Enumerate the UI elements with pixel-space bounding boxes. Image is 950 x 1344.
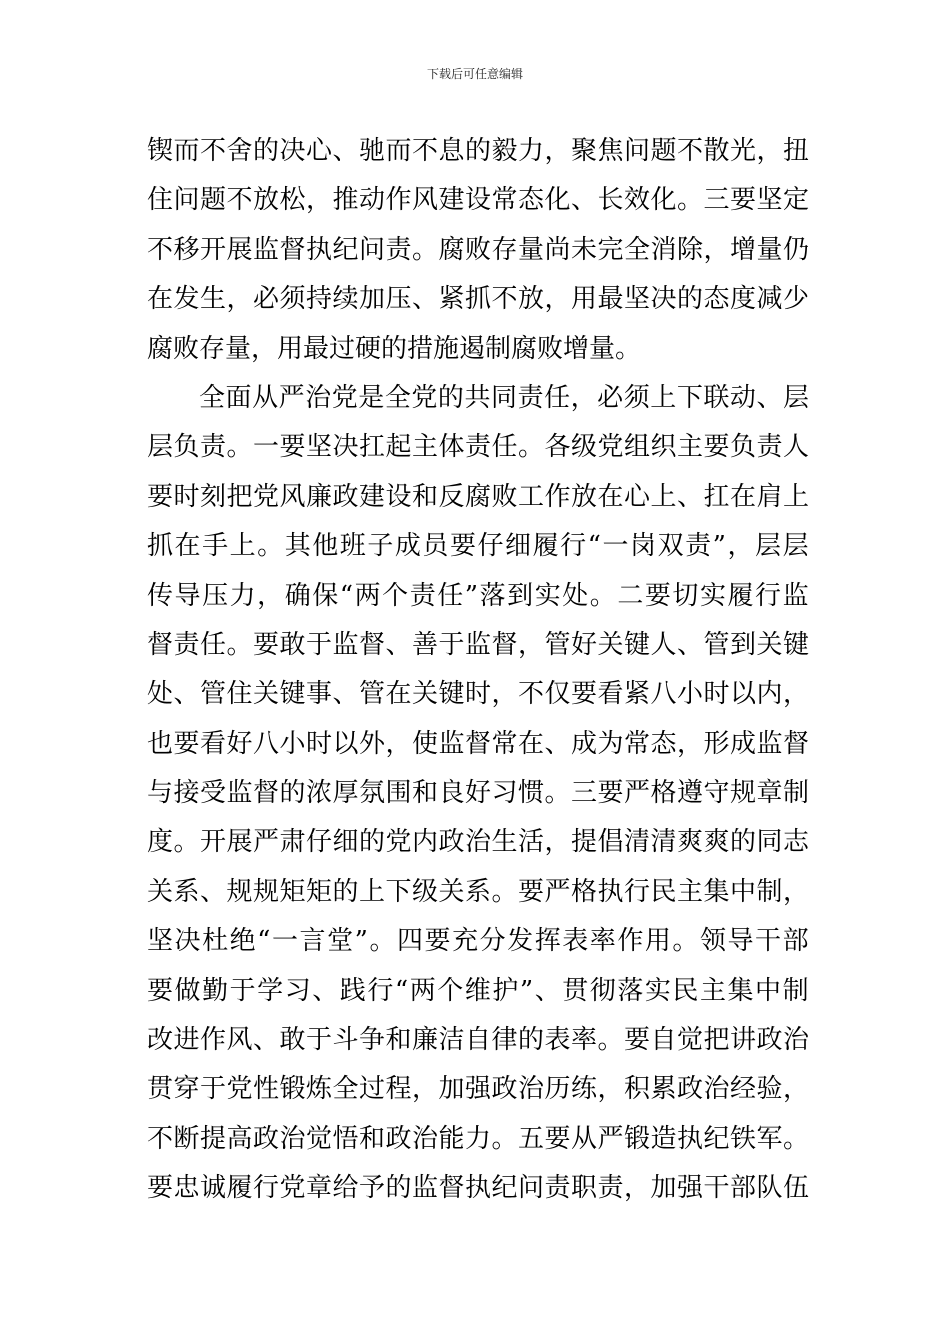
text-line: 处、管住关键事、管在关键时，不仅要看紧八小时以内， — [147, 679, 810, 710]
text-line: 在发生，必须持续加压、紧抓不放，用最坚决的态度减少 — [147, 284, 810, 315]
text-line: 全面从严治党是全党的共同责任，必须上下联动、层 — [199, 382, 810, 413]
text-line: 不断提高政治觉悟和政治能力。五要从严锻造执纪铁军。 — [147, 1123, 810, 1154]
text-line: 也要看好八小时以外，使监督常在、成为常态，形成监督 — [147, 728, 810, 759]
paragraph-2 — [147, 374, 809, 1214]
text-line: 坚决杜绝“一言堂”。四要充分发挥表率作用。领导干部 — [147, 926, 811, 957]
text-line: 与接受监督的浓厚氛围和良好习惯。三要严格遵守规章制 — [147, 778, 810, 809]
text-line: 关系、规规矩矩的上下级关系。要严格执行民主集中制， — [147, 876, 810, 907]
text-line: 贯穿于党性锻炼全过程，加强政治历练，积累政治经验， — [147, 1074, 810, 1105]
text-line: 不移开展监督执纪问责。腐败存量尚未完全消除，增量仍 — [147, 234, 810, 265]
text-line: 度。开展严肃仔细的党内政治生活，提倡清清爽爽的同志 — [147, 827, 810, 858]
text-line: 传导压力，确保“两个责任”落到实处。二要切实履行监 — [147, 580, 811, 611]
text-line: 抓在手上。其他班子成员要仔细履行“一岗双责”，层层 — [147, 531, 811, 562]
document-body — [147, 127, 809, 1214]
text-line: 腐败存量，用最过硬的措施遏制腐败增量。 — [147, 333, 642, 364]
text-line: 锲而不舍的决心、驰而不息的毅力，聚焦问题不散光，扭 — [147, 136, 810, 166]
text-line: 改进作风、敢于斗争和廉洁自律的表率。要自觉把讲政治 — [147, 1025, 810, 1056]
paragraph-1 — [147, 127, 809, 374]
page-header: 下载后可任意编辑 — [426, 67, 523, 81]
text-line: 要做勤于学习、践行“两个维护”、贯彻落实民主集中制 — [147, 975, 811, 1006]
text-line: 要忠诚履行党章给予的监督执纪问责职责，加强干部队伍 — [147, 1173, 810, 1204]
text-line: 要时刻把党风廉政建设和反腐败工作放在心上、扛在肩上 — [147, 481, 810, 512]
text-line: 层负责。一要坚决扛起主体责任。各级党组织主要负责人 — [147, 432, 810, 463]
text-line: 住问题不放松，推动作风建设常态化、长效化。三要坚定 — [147, 185, 810, 216]
text-line: 督责任。要敢于监督、善于监督，管好关键人、管到关键 — [147, 629, 810, 660]
